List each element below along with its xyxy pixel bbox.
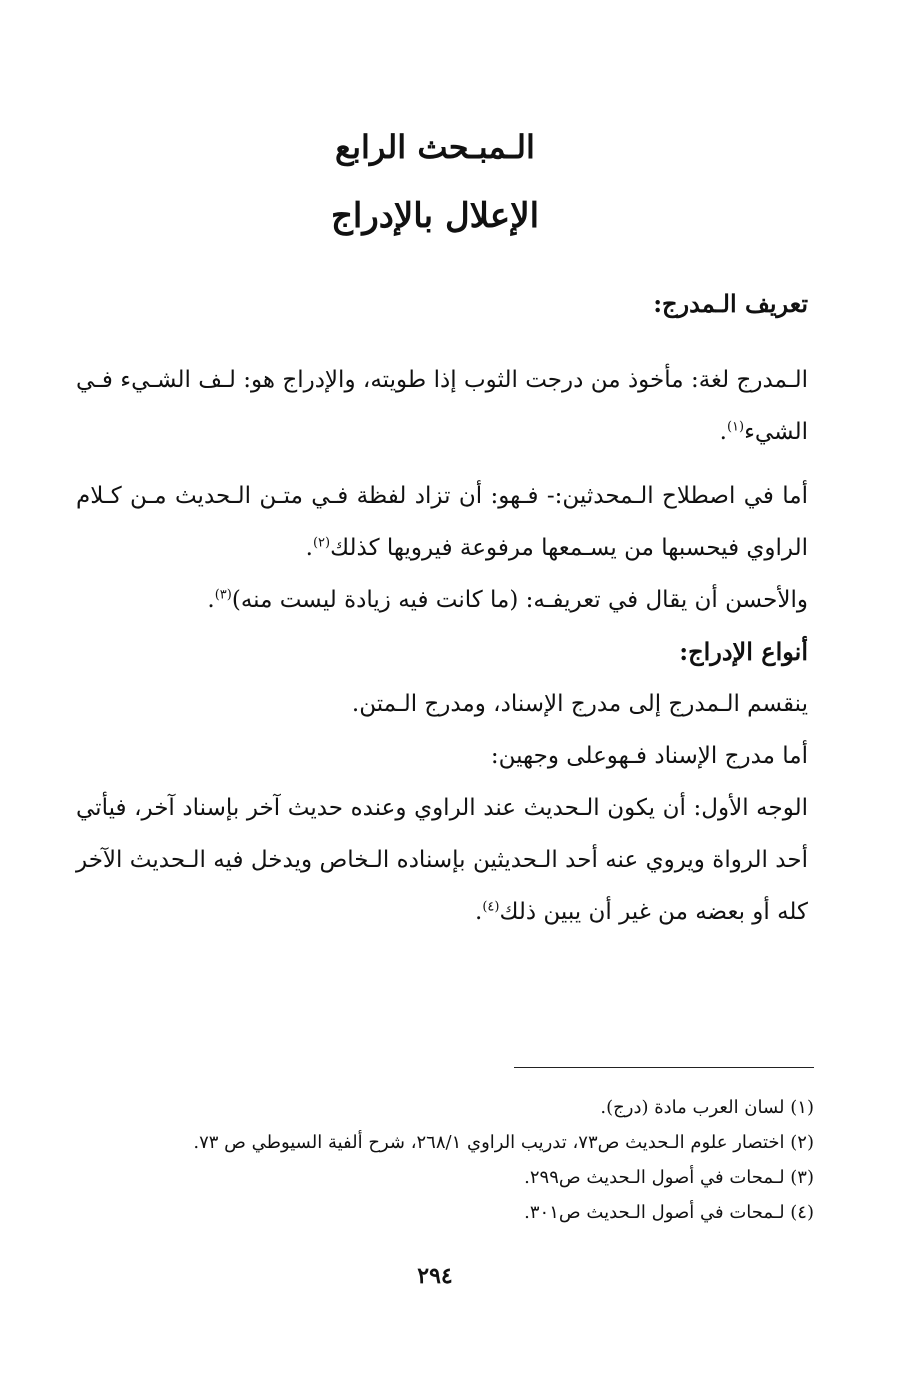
footnote-item: (١) لسان العرب مادة (درج). (600, 1097, 814, 1118)
paragraph-text: الوجه الأول: أن يكون الـحديث عند الراوي وعنده حديث آخر بإسناد آخر، فيأتي أحد الرواة ويروي عنه أحد الـحديثين بإسناده الـخاص ويدخل فيه الـحديث الآخر كله أو بعضه من غير أن يبين ذلك (76, 795, 808, 925)
paragraph-linguistic-definition: الـمدرج لغة: مأخوذ من درجت الثوب إذا طويته، والإدراج هو: لـف الشـيء فـي الشيء$^{(١)}$. (76, 367, 808, 445)
footnote-ref: (١) (726, 419, 745, 435)
paragraph-technical-definition: أما في اصطلاح الـمحدثين:- فـهو: أن تزاد لفظة فـي متـن الـحديث مـن كـلام الراوي فيحسبها من يسـمعها مرفوعة فيرويها كذلك$^{(٢)}$. (76, 483, 808, 561)
footnote-ref: (٢) (312, 535, 331, 551)
footnote-item: (٣) لـمحات في أصول الـحديث ص٢٩٩. (524, 1167, 814, 1188)
paragraph-better-definition: والأحسن أن يقال في تعريفـه: (ما كانت فيه زيادة ليست منه)$^{(٣)}$. (207, 587, 808, 613)
paragraph-text: الـمدرج لغة: مأخوذ من درجت الثوب إذا طويته، والإدراج هو: لـف الشـيء فـي الشيء (76, 367, 808, 445)
paragraph-division: ينقسم الـمدرج إلى مدرج الإسناد، ومدرج الـمتن. (351, 691, 808, 717)
footnote-item: (٢) اختصار علوم الـحديث ص٧٣، تدريب الراوي ٢٦٨/١، شرح ألفية السيوطي ص ٧٣. (193, 1132, 814, 1153)
footnote-ref: (٤) (482, 899, 500, 915)
main-text (76, 278, 808, 938)
paragraph-isnad-types: أما مدرج الإسناد فـهوعلى وجهين: (490, 743, 808, 769)
heading-types: أنواع الإدراج: (679, 637, 808, 666)
footnote-divider (514, 1067, 814, 1068)
heading-definition: تعريف الـمدرج: (653, 289, 808, 318)
footnote-item: (٤) لـمحات في أصول الـحديث ص٣٠١. (524, 1202, 814, 1223)
paragraph-text: أما في اصطلاح الـمحدثين:- فـهو: أن تزاد لفظة فـي متـن الـحديث مـن كـلام الراوي فيحسبها من يسـمعها مرفوعة فيرويها كذلك (76, 483, 808, 561)
page-number: ٢٩٤ (417, 1263, 453, 1289)
paragraph-text: والأحسن أن يقال في تعريفـه: (ما كانت فيه زيادة ليست منه) (231, 587, 808, 613)
footnotes (76, 1090, 814, 1230)
paragraph-first-aspect: الوجه الأول: أن يكون الـحديث عند الراوي وعنده حديث آخر بإسناد آخر، فيأتي أحد الرواة ويروي عنه أحد الـحديثين بإسناده الـخاص ويدخل فيه الـحديث الآخر كله أو بعضه من غير أن يبين ذلك$^{(٤)}$. (76, 795, 808, 925)
section-title: الـمبـحث الرابع (335, 128, 535, 166)
chapter-title: الإعلال بالإدراج (330, 196, 540, 236)
footnote-ref: (٣) (214, 587, 232, 603)
